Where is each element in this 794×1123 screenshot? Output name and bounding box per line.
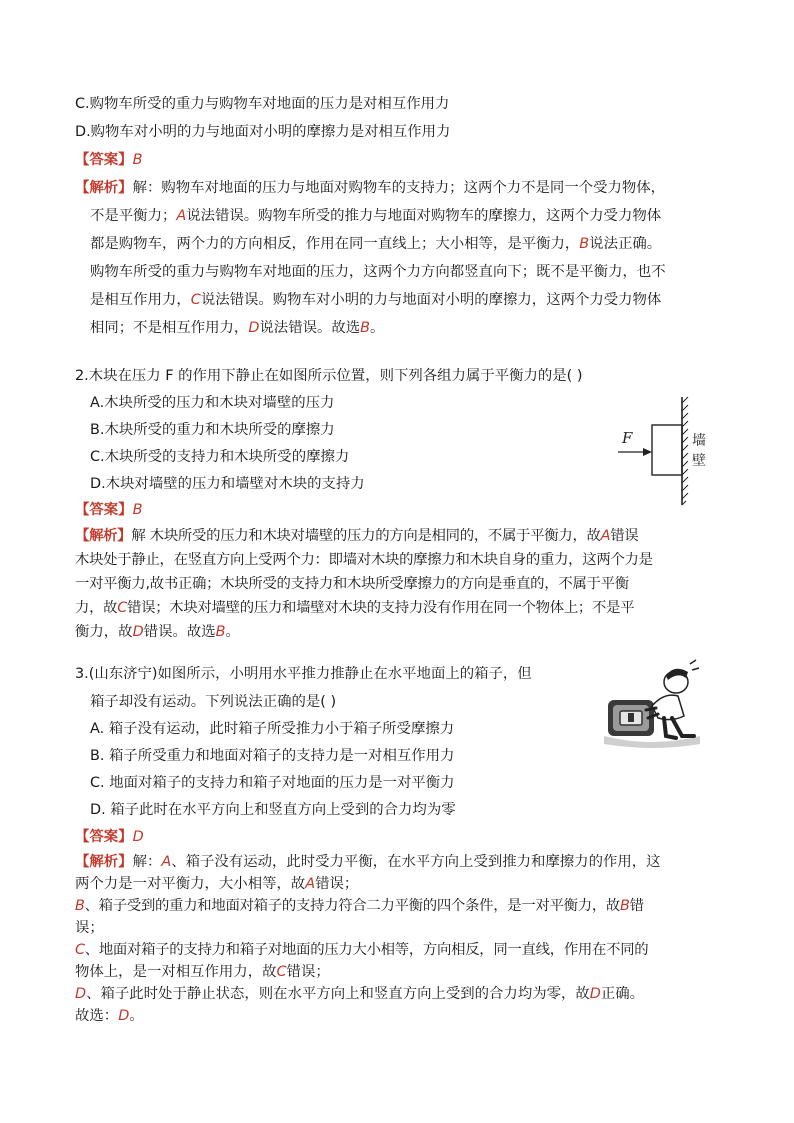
q2-analysis-line-5: 衡力，故D错误。故选B。 (75, 624, 240, 640)
q2-analysis-line-2: 木块处于静止，在竖直方向上受两个力：即墙对木块的摩擦力和木块自身的重力，这两个力是 (75, 552, 653, 568)
q2-option-c: C.木块所受的支持力和木块所受的摩擦力 (90, 449, 350, 465)
q3-analysis-line-4: 误； (75, 920, 104, 936)
answer-tag: 【答案】 (75, 152, 133, 168)
q1-answer (75, 150, 142, 170)
q3-analysis-line-2: 两个力是一对平衡力，大小相等，故A错误； (75, 876, 359, 892)
q2-analysis-line-1: 【解析】解 木块所受的压力和木块对墙壁的压力的方向是相同的，不属于平衡力，故A错误 (75, 528, 639, 544)
q1-option-c: C.购物车所受的重力与购物车对地面的压力是对相互作用力 (75, 96, 450, 112)
q3-analysis-line-7: D、箱子此时处于静止状态，则在水平方向上和竖直方向上受到的合力均为零，故D正确。 (75, 986, 645, 1002)
q3-analysis-line-5: C、地面对箱子的支持力和箱子对地面的压力大小相等，方向相反，同一直线，作用在不同的 (75, 942, 649, 958)
q3-option-d: D. 箱子此时在水平方向上和竖直方向上受到的合力均为零 (90, 802, 456, 818)
q2-option-d: D.木块对墙壁的压力和墙壁对木块的支持力 (90, 476, 365, 492)
q1-option-d: D.购物车对小明的力与地面对小明的摩擦力是对相互作用力 (75, 124, 451, 140)
q3-stem-line-1: 3.(山东济宁)如图所示，小明用水平推力推静止在水平地面上的箱子，但 (75, 666, 532, 682)
q3-option-a: A. 箱子没有运动，此时箱子所受推力小于箱子所受摩擦力 (90, 721, 455, 737)
q1-analysis-line-1: 【解析】解：购物车对地面的压力与地面对购物车的支持力；这两个力不是同一个受力物体， (75, 180, 666, 196)
q2-analysis-line-4: 力，故C错误；木块对墙壁的压力和墙壁对木块的支持力没有作用在同一个物体上；不是平 (75, 600, 635, 616)
wall-label-2: 壁 (692, 453, 706, 469)
force-label: F (622, 429, 633, 447)
analysis-tag: 【解析】 (75, 180, 133, 196)
q1-analysis-line-2: 不是平衡力；A说法错误。购物车所受的推力与地面对购物车的摩擦力，这两个力受力物体 (90, 208, 662, 224)
q3-analysis-line-1: 【解析】解：A、箱子没有运动，此时受力平衡，在水平方向上受到推力和摩擦力的作用，这 (75, 854, 661, 870)
q2-option-b: B.木块所受的重力和木块所受的摩擦力 (90, 422, 335, 438)
wall-label-1: 墙 (692, 433, 706, 449)
boy-pushing-box-illustration (602, 656, 702, 748)
q3-option-b: B. 箱子所受重力和地面对箱子的支持力是一对相互作用力 (90, 748, 455, 764)
q2-stem: 2.木块在压力 F 的作用下静止在如图所示位置，则下列各组力属于平衡力的是( ) (75, 368, 583, 384)
q3-option-c: C. 地面对箱子的支持力和箱子对地面的压力是一对平衡力 (90, 775, 455, 791)
q1-analysis-line-6: 相同；不是相互作用力，D说法错误。故选B。 (90, 320, 385, 336)
q1-analysis-line-5: 是相互作用力，C说法错误。购物车对小明的力与地面对小明的摩擦力，这两个力受力物体 (90, 292, 662, 308)
q1-analysis-line-4: 购物车所受的重力与购物车对地面的压力，这两个力方向都竖直向下；既不是平衡力，也不 (90, 264, 666, 280)
q3-answer: 【答案】D (75, 829, 144, 845)
q1-analysis-line-3: 都是购物车，两个力的方向相反，作用在同一直线上；大小相等，是平衡力，B说法正确。 (90, 236, 662, 252)
force-arrow (618, 448, 652, 456)
q3-analysis-line-3: B、箱子受到的重力和地面对箱子的支持力符合二力平衡的四个条件，是一对平衡力，故B错 (75, 898, 644, 914)
q2-analysis-line-3: 一对平衡力,故书正确；木块所受的支持力和木块所受摩擦力的方向是垂直的，不属于平衡 (75, 576, 629, 592)
q2-answer: 【答案】B (75, 502, 143, 518)
q3-analysis-line-8: 故选：D。 (75, 1008, 144, 1024)
q3-stem-line-2: 箱子却没有运动。下列说法正确的是( ) (90, 694, 337, 710)
wall (682, 397, 688, 505)
q2-option-a: A.木块所受的压力和木块对墙壁的压力 (90, 395, 335, 411)
answer-value: B (132, 152, 143, 168)
block-wall-figure (610, 395, 720, 510)
q3-analysis-line-6: 物体上，是一对相互作用力，故C错误； (75, 964, 330, 980)
wooden-block (652, 425, 682, 475)
